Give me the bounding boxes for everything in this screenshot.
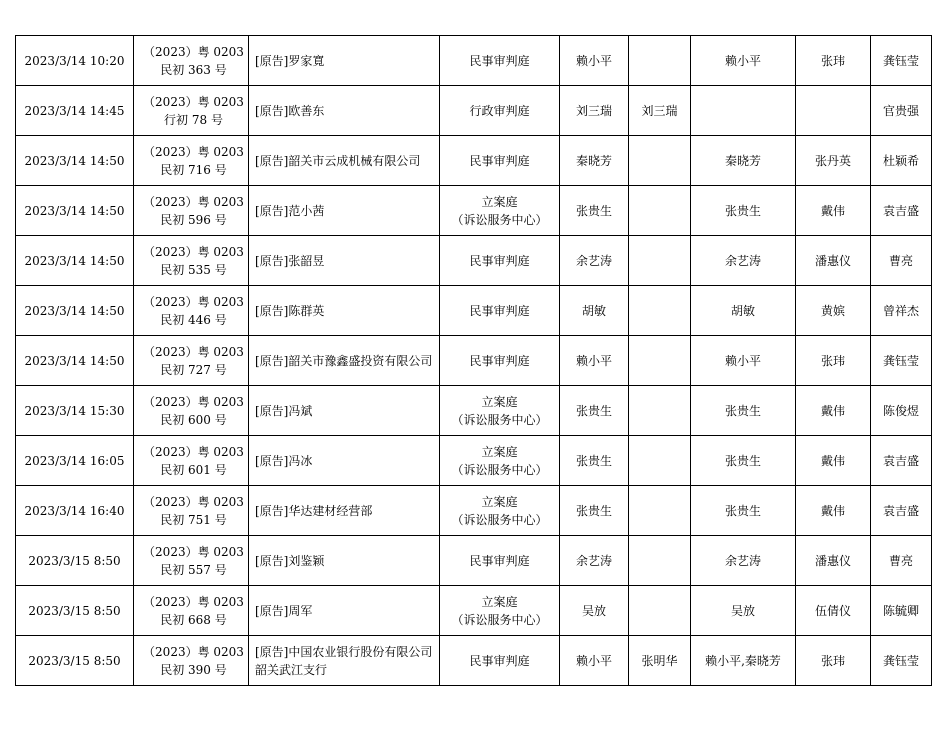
party-cell: [原告]冯冰	[249, 436, 440, 486]
case-number-line2: 民初 557 号	[160, 562, 227, 577]
case-number-line1: （2023）粤 0203	[143, 44, 244, 59]
case-number-cell	[134, 186, 249, 236]
assistant-cell	[796, 86, 871, 136]
party-cell: [原告]张韶昱	[249, 236, 440, 286]
party-cell: [原告]周军	[249, 586, 440, 636]
court-cell	[440, 486, 560, 536]
table-row	[16, 86, 932, 136]
table-row	[16, 586, 932, 636]
assistant-cell: 戴伟	[796, 436, 871, 486]
assistant-cell: 张玮	[796, 36, 871, 86]
assistant-cell: 张玮	[796, 336, 871, 386]
assistant-cell: 潘惠仪	[796, 236, 871, 286]
court-cell	[440, 186, 560, 236]
table-row	[16, 386, 932, 436]
court-line1: 民事审判庭	[469, 553, 530, 568]
case-number-line1: （2023）粤 0203	[143, 644, 244, 659]
hearing-time-cell: 2023/3/14 15:30	[16, 386, 134, 436]
case-number-cell	[134, 636, 249, 686]
panel-cell	[691, 86, 796, 136]
assistant-cell: 戴伟	[796, 186, 871, 236]
court-line1: 立案庭	[481, 494, 518, 509]
assistant-cell: 戴伟	[796, 486, 871, 536]
party-cell: [原告]欧善东	[249, 86, 440, 136]
presiding-cell	[629, 236, 691, 286]
panel-cell: 余艺涛	[691, 236, 796, 286]
court-cell	[440, 336, 560, 386]
table-row	[16, 236, 932, 286]
case-number-cell	[134, 436, 249, 486]
court-cell	[440, 136, 560, 186]
court-line2: （诉讼服务中心）	[451, 612, 548, 627]
court-line2: （诉讼服务中心）	[451, 412, 548, 427]
panel-cell: 张贵生	[691, 486, 796, 536]
presiding-cell	[629, 136, 691, 186]
party-cell: [原告]罗家寬	[249, 36, 440, 86]
presiding-cell: 张明华	[629, 636, 691, 686]
party-cell: [原告]中国农业银行股份有限公司韶关武江支行	[249, 636, 440, 686]
assistant-cell: 黄嫔	[796, 286, 871, 336]
panel-cell: 赖小平	[691, 336, 796, 386]
assistant-cell: 戴伟	[796, 386, 871, 436]
panel-cell: 张贵生	[691, 186, 796, 236]
judge-cell: 余艺涛	[560, 236, 629, 286]
table-row	[16, 36, 932, 86]
table-row	[16, 336, 932, 386]
judge-cell: 张贵生	[560, 386, 629, 436]
panel-cell: 胡敏	[691, 286, 796, 336]
judge-cell: 秦晓芳	[560, 136, 629, 186]
case-number-cell	[134, 236, 249, 286]
presiding-cell	[629, 336, 691, 386]
court-line1: 民事审判庭	[469, 653, 530, 668]
case-number-line2: 民初 535 号	[160, 262, 227, 277]
clerk-cell: 官贵强	[871, 86, 932, 136]
judge-cell: 吴放	[560, 586, 629, 636]
court-cell	[440, 286, 560, 336]
panel-cell: 张贵生	[691, 436, 796, 486]
hearing-time-cell: 2023/3/15 8:50	[16, 536, 134, 586]
judge-cell: 刘三瑞	[560, 86, 629, 136]
case-number-line2: 民初 668 号	[160, 612, 227, 627]
presiding-cell	[629, 36, 691, 86]
court-line1: 行政审判庭	[469, 103, 530, 118]
hearing-time-cell: 2023/3/14 14:50	[16, 136, 134, 186]
court-line1: 立案庭	[481, 444, 518, 459]
clerk-cell: 袁吉盛	[871, 486, 932, 536]
presiding-cell: 刘三瑞	[629, 86, 691, 136]
case-number-cell	[134, 336, 249, 386]
hearing-time-cell: 2023/3/14 14:50	[16, 336, 134, 386]
case-number-line1: （2023）粤 0203	[143, 344, 244, 359]
presiding-cell	[629, 586, 691, 636]
party-cell: [原告]陈群英	[249, 286, 440, 336]
clerk-cell: 龚钰莹	[871, 636, 932, 686]
hearing-time-cell: 2023/3/14 14:50	[16, 236, 134, 286]
table-row	[16, 486, 932, 536]
case-number-cell	[134, 36, 249, 86]
assistant-cell: 潘惠仪	[796, 536, 871, 586]
court-cell	[440, 586, 560, 636]
panel-cell: 赖小平,秦晓芳	[691, 636, 796, 686]
presiding-cell	[629, 186, 691, 236]
case-number-line1: （2023）粤 0203	[143, 594, 244, 609]
case-number-line2: 民初 751 号	[160, 512, 227, 527]
party-cell: [原告]韶关市豫鑫盛投资有限公司	[249, 336, 440, 386]
case-number-line2: 民初 596 号	[160, 212, 227, 227]
court-line2: （诉讼服务中心）	[451, 512, 548, 527]
court-line2: （诉讼服务中心）	[451, 212, 548, 227]
case-number-line1: （2023）粤 0203	[143, 294, 244, 309]
presiding-cell	[629, 486, 691, 536]
judge-cell: 赖小平	[560, 36, 629, 86]
judge-cell: 胡敏	[560, 286, 629, 336]
assistant-cell: 张丹英	[796, 136, 871, 186]
clerk-cell: 曹亮	[871, 236, 932, 286]
judge-cell: 张贵生	[560, 486, 629, 536]
judge-cell: 张贵生	[560, 186, 629, 236]
party-cell: [原告]韶关市云成机械有限公司	[249, 136, 440, 186]
case-number-line1: （2023）粤 0203	[143, 394, 244, 409]
case-number-cell	[134, 86, 249, 136]
hearing-time-cell: 2023/3/14 14:50	[16, 186, 134, 236]
court-cell	[440, 536, 560, 586]
court-line2: （诉讼服务中心）	[451, 462, 548, 477]
case-number-cell	[134, 486, 249, 536]
court-line1: 民事审判庭	[469, 53, 530, 68]
party-cell: [原告]范小茜	[249, 186, 440, 236]
case-number-line1: （2023）粤 0203	[143, 444, 244, 459]
court-line1: 立案庭	[481, 194, 518, 209]
table-row	[16, 136, 932, 186]
case-number-line2: 民初 446 号	[160, 312, 227, 327]
presiding-cell	[629, 436, 691, 486]
case-number-line2: 民初 716 号	[160, 162, 227, 177]
presiding-cell	[629, 286, 691, 336]
judge-cell: 赖小平	[560, 636, 629, 686]
table-row	[16, 636, 932, 686]
table-row	[16, 286, 932, 336]
table-row	[16, 536, 932, 586]
panel-cell: 秦晓芳	[691, 136, 796, 186]
clerk-cell: 陈毓卿	[871, 586, 932, 636]
court-line1: 民事审判庭	[469, 253, 530, 268]
party-cell: [原告]华达建材经营部	[249, 486, 440, 536]
clerk-cell: 曾祥杰	[871, 286, 932, 336]
judge-cell: 赖小平	[560, 336, 629, 386]
clerk-cell: 陈俊煜	[871, 386, 932, 436]
panel-cell: 吴放	[691, 586, 796, 636]
case-number-line2: 行初 78 号	[164, 112, 223, 127]
hearing-time-cell: 2023/3/14 14:50	[16, 286, 134, 336]
clerk-cell: 袁吉盛	[871, 436, 932, 486]
case-number-cell	[134, 286, 249, 336]
court-line1: 民事审判庭	[469, 353, 530, 368]
court-line1: 立案庭	[481, 594, 518, 609]
court-cell	[440, 36, 560, 86]
case-number-cell	[134, 536, 249, 586]
hearing-time-cell: 2023/3/15 8:50	[16, 636, 134, 686]
presiding-cell	[629, 536, 691, 586]
court-line1: 立案庭	[481, 394, 518, 409]
clerk-cell: 龚钰莹	[871, 36, 932, 86]
hearing-time-cell: 2023/3/15 8:50	[16, 586, 134, 636]
assistant-cell: 张玮	[796, 636, 871, 686]
table-row	[16, 186, 932, 236]
hearing-time-cell: 2023/3/14 16:05	[16, 436, 134, 486]
panel-cell: 赖小平	[691, 36, 796, 86]
court-line1: 民事审判庭	[469, 153, 530, 168]
hearing-time-cell: 2023/3/14 10:20	[16, 36, 134, 86]
case-number-line2: 民初 363 号	[160, 62, 227, 77]
clerk-cell: 杜颖希	[871, 136, 932, 186]
case-number-cell	[134, 586, 249, 636]
case-number-line1: （2023）粤 0203	[143, 244, 244, 259]
case-number-line1: （2023）粤 0203	[143, 94, 244, 109]
case-number-line2: 民初 390 号	[160, 662, 227, 677]
court-cell	[440, 436, 560, 486]
hearing-time-cell: 2023/3/14 14:45	[16, 86, 134, 136]
court-cell	[440, 636, 560, 686]
case-number-cell	[134, 136, 249, 186]
clerk-cell: 袁吉盛	[871, 186, 932, 236]
panel-cell: 张贵生	[691, 386, 796, 436]
presiding-cell	[629, 386, 691, 436]
court-cell	[440, 86, 560, 136]
judge-cell: 余艺涛	[560, 536, 629, 586]
case-number-line1: （2023）粤 0203	[143, 144, 244, 159]
clerk-cell: 曹亮	[871, 536, 932, 586]
case-number-line2: 民初 600 号	[160, 412, 227, 427]
case-number-line1: （2023）粤 0203	[143, 194, 244, 209]
party-cell: [原告]刘鉴颖	[249, 536, 440, 586]
case-number-line1: （2023）粤 0203	[143, 494, 244, 509]
court-line1: 民事审判庭	[469, 303, 530, 318]
panel-cell: 余艺涛	[691, 536, 796, 586]
table-row	[16, 436, 932, 486]
case-number-line2: 民初 601 号	[160, 462, 227, 477]
schedule-body	[16, 36, 932, 686]
case-number-cell	[134, 386, 249, 436]
party-cell: [原告]冯斌	[249, 386, 440, 436]
court-cell	[440, 386, 560, 436]
court-cell	[440, 236, 560, 286]
hearing-time-cell: 2023/3/14 16:40	[16, 486, 134, 536]
assistant-cell: 伍倩仪	[796, 586, 871, 636]
judge-cell: 张贵生	[560, 436, 629, 486]
case-number-line1: （2023）粤 0203	[143, 544, 244, 559]
clerk-cell: 龚钰莹	[871, 336, 932, 386]
case-number-line2: 民初 727 号	[160, 362, 227, 377]
hearing-schedule-table	[15, 35, 932, 686]
